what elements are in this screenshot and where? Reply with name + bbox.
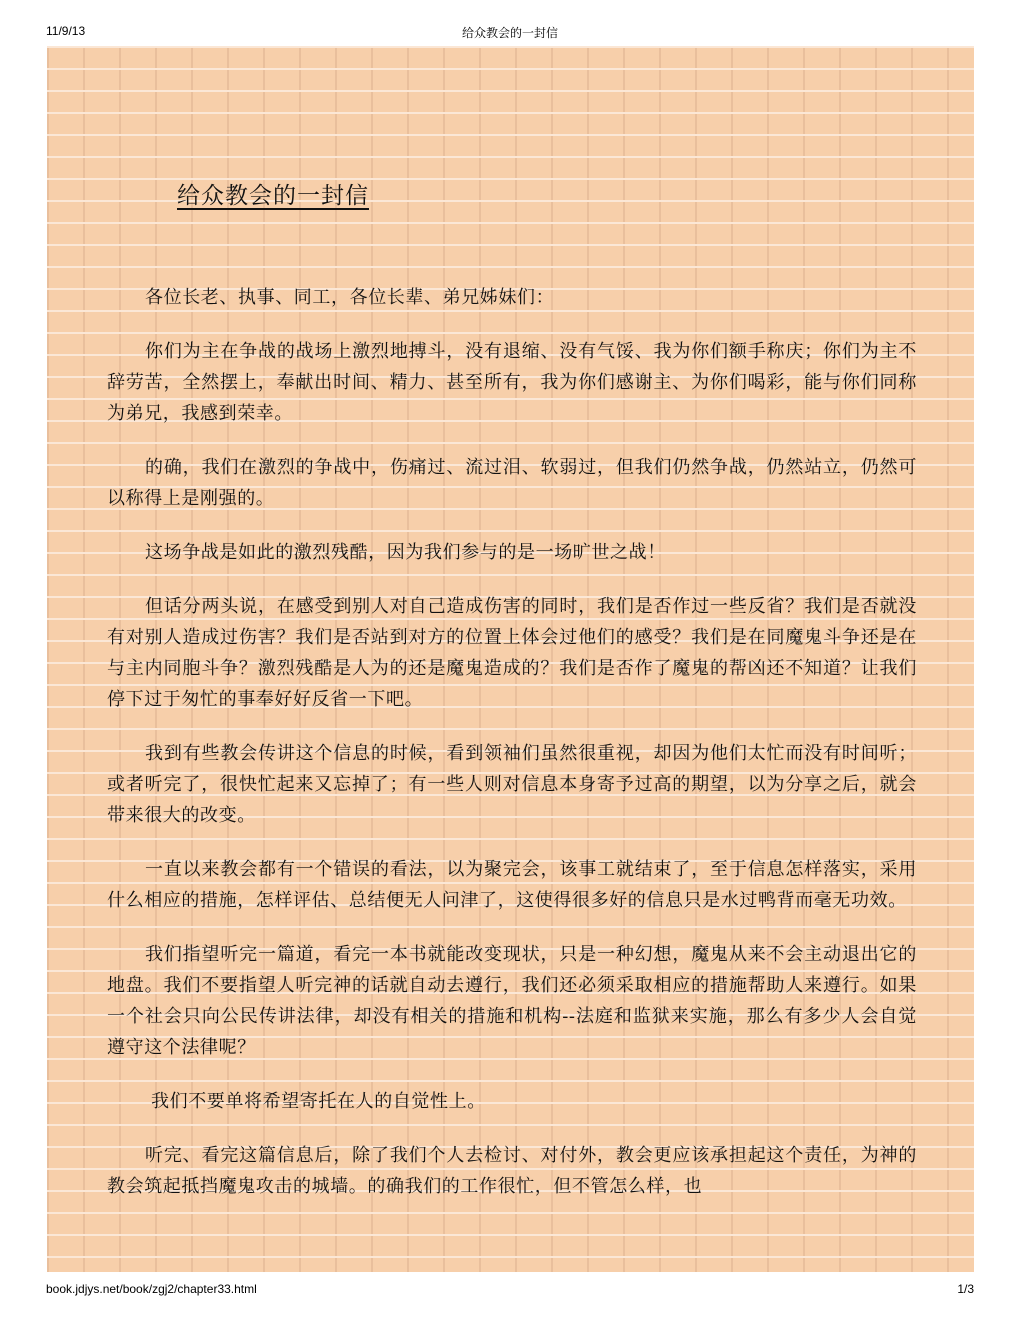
page-number: 1/3 <box>957 1282 974 1296</box>
paragraph: 我到有些教会传讲这个信息的时候，看到领袖们虽然很重视，却因为他们太忙而没有时间听；或者听完了，很快忙起来又忘掉了；有一些人则对信息本身寄予过高的期望，以为分享之后，就会带来很大的改变。 <box>107 743 917 826</box>
paragraph: 的确，我们在激烈的争战中，伤痛过、流过泪、软弱过，但我们仍然争战，仍然站立，仍然可以称得上是刚强的。 <box>107 457 917 509</box>
print-footer <box>0 1282 1020 1300</box>
brick-wall-background <box>47 46 974 1272</box>
page-url: book.jdjys.net/book/zgj2/chapter33.html <box>46 1282 257 1296</box>
paragraph: 你们为主在争战的战场上激烈地搏斗，没有退缩、没有气馁、我为你们额手称庆；你们为主不辞劳苦，全然摆上，奉献出时间、精力、甚至所有，我为你们感谢主、为你们喝彩，能与你们同称为弟兄，我感到荣幸。 <box>107 341 917 424</box>
letter-content <box>107 176 917 1225</box>
paragraph-greeting: 各位长老、执事、同工，各位长辈、弟兄姊妹们： <box>145 287 555 308</box>
print-date: 11/9/13 <box>46 24 86 38</box>
paragraph: 这场争战是如此的激烈残酷，因为我们参与的是一场旷世之战！ <box>145 542 666 563</box>
print-header <box>0 24 1020 42</box>
letter-title: 给众教会的一封信 <box>177 183 369 209</box>
paragraph: 听完、看完这篇信息后，除了我们个人去检讨、对付外，教会更应该承担起这个责任，为神的教会筑起抵挡魔鬼攻击的城墙。的确我们的工作很忙，但不管怎么样，也 <box>107 1145 917 1197</box>
paragraph: 一直以来教会都有一个错误的看法，以为聚完会，该事工就结束了，至于信息怎样落实，采用什么相应的措施，怎样评估、总结便无人问津了，这使得很多好的信息只是水过鸭背而毫无功效。 <box>107 859 917 911</box>
paragraph: 我们指望听完一篇道，看完一本书就能改变现状，只是一种幻想，魔鬼从来不会主动退出它的地盘。我们不要指望人听完神的话就自动去遵行，我们还必须采取相应的措施帮助人来遵行。如果一个社会只向公民传讲法律，却没有相关的措施和机构--法庭和监狱来实施，那么有多少人会自觉遵守这个法律呢？ <box>107 944 917 1058</box>
paragraph: 但话分两头说，在感受到别人对自己造成伤害的同时，我们是否作过一些反省？我们是否就没有对别人造成过伤害？我们是否站到对方的位置上体会过他们的感受？我们是在同魔鬼斗争还是在与主内同胞斗争？激烈残酷是人为的还是魔鬼造成的？我们是否作了魔鬼的帮凶还不知道？让我们停下过于匆忙的事奉好好反省一下吧。 <box>107 596 917 710</box>
paragraph: 我们不要单将希望寄托在人的自觉性上。 <box>151 1091 486 1112</box>
print-page-title: 给众教会的一封信 <box>461 26 558 40</box>
